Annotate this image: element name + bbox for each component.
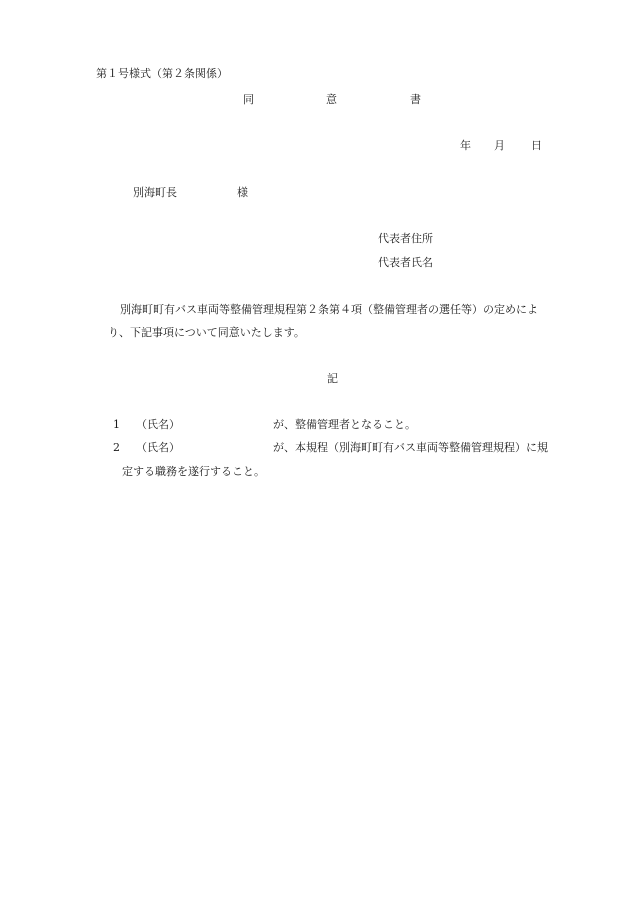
recipient-honorific: 様 bbox=[237, 186, 248, 199]
representative-name-label: 代表者氏名 bbox=[378, 256, 433, 269]
title-char-3: 書 bbox=[410, 93, 421, 106]
date-month: 月 bbox=[494, 139, 505, 152]
item-number: 1 bbox=[113, 418, 120, 431]
item-continuation: 定する職務を遂行すること。 bbox=[122, 465, 265, 478]
item-name-label: （氏名） bbox=[136, 418, 180, 431]
representative-address-label: 代表者住所 bbox=[378, 232, 433, 245]
item-number: 2 bbox=[113, 441, 120, 454]
body-line-1: 別海町町有バス車両等整備管理規程第２条第４項（整備管理者の選任等）の定めによ bbox=[120, 303, 538, 316]
recipient-name: 別海町長 bbox=[133, 186, 177, 199]
date-year: 年 bbox=[460, 139, 471, 152]
title-char-1: 同 bbox=[243, 93, 254, 106]
item-text: が、整備管理者となること。 bbox=[273, 418, 416, 431]
form-label: 第１号様式（第２条関係） bbox=[96, 67, 228, 80]
body-line-2: り、下記事項について同意いたします。 bbox=[108, 326, 305, 339]
date-day: 日 bbox=[531, 139, 542, 152]
ki-heading: 記 bbox=[327, 372, 338, 385]
item-text: が、本規程（別海町町有バス車両等整備管理規程）に規 bbox=[273, 441, 548, 454]
title-char-2: 意 bbox=[326, 93, 337, 106]
item-name-label: （氏名） bbox=[136, 441, 180, 454]
